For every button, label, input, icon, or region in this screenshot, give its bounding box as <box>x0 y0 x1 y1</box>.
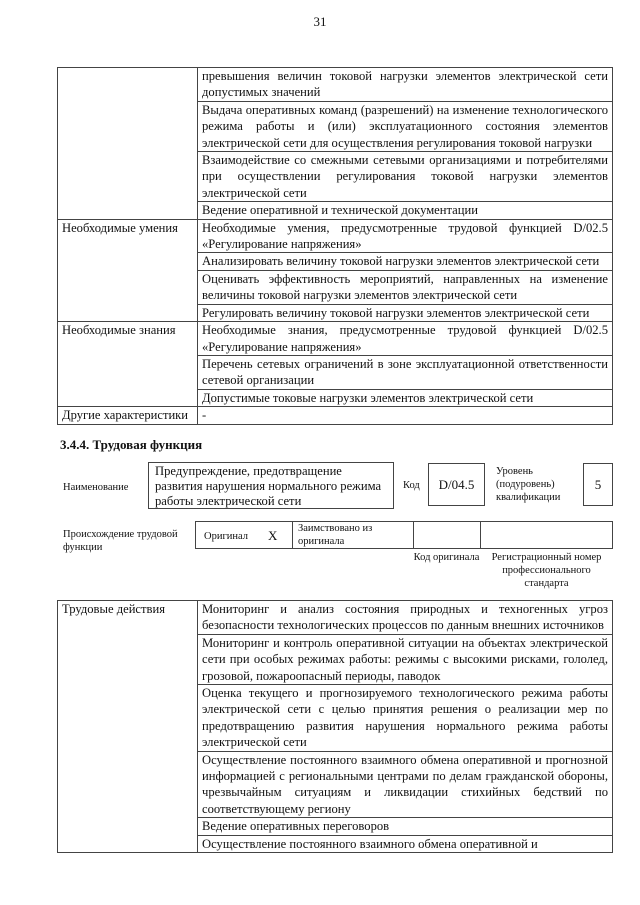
requirements-table <box>57 67 613 425</box>
level-label: Уровень (подуровень) квалификации <box>496 466 561 503</box>
origin-label: Происхождение трудовой функции <box>63 529 178 553</box>
section-heading: 3.4.4. Трудовая функция <box>60 437 203 452</box>
qualification-level: 5 <box>583 463 613 506</box>
function-code: D/04.5 <box>428 463 485 506</box>
row-item: Мониторинг и контроль оперативной ситуации на объектах электрической сети при особых режимах работы: режимы с высокими рисками, гололед, грозовой, пожароопасный периоды, паводок <box>198 634 613 684</box>
row-item: Взаимодействие со смежными сетевыми организациями и потребителями при осуществлении регулирования токовой нагрузки элементов электрической сети <box>198 152 613 202</box>
page-number: 31 <box>313 14 327 29</box>
row-item: Оценка текущего и прогнозируемого технологического режима работы электрической сети с целью принятия решения о реализации мер по предотвращению развития нарушения нормального режима работы электрической сети <box>198 685 613 752</box>
row-label: Трудовые действия <box>58 601 198 853</box>
row-label: Необходимые знания <box>58 322 198 407</box>
original-label: Оригинал <box>204 531 248 542</box>
row-item: Перечень сетевых ограничений в зоне эксплуатационной ответственности сетевой организации <box>198 355 613 389</box>
table-row <box>58 322 613 356</box>
table-row <box>58 407 613 424</box>
function-name: Предупреждение, предотвращение развития нарушения нормального режима работы электрической сети <box>148 462 394 509</box>
name-label: Наименование <box>63 482 129 493</box>
table-row <box>58 219 613 253</box>
reg-number-caption: Регистрационный номер профессионального стандарта <box>491 552 602 589</box>
row-label <box>58 68 198 220</box>
borrowed-label: Заимствовано из оригинала <box>298 523 373 547</box>
row-item: Осуществление постоянного взаимного обмена оперативной и <box>198 835 613 852</box>
row-item: Выдача оперативных команд (разрешений) на изменение технологического режима работы и (или) эксплуатационного состояния элементов электрической сети для осуществления регулирования токовой нагрузки <box>198 101 613 151</box>
row-item: Ведение оперативных переговоров <box>198 818 613 835</box>
origin-box <box>195 521 613 549</box>
table-row <box>58 601 613 635</box>
row-item: Анализировать величину токовой нагрузки элементов электрической сети <box>198 253 613 270</box>
table-row <box>58 68 613 102</box>
row-item: Мониторинг и анализ состояния природных и техногенных угроз безопасности технологических процессов по данным внешних источников <box>198 601 613 635</box>
row-item: Регулировать величину токовой нагрузки элементов электрической сети <box>198 304 613 321</box>
labor-actions-table <box>57 600 613 853</box>
row-item: Осуществление постоянного взаимного обмена оперативной и прогнозной информацией с региональными центрами по делам гражданской обороны, чрезвычайным ситуациям и ликвидации стихийных бедствий по соответствующему региону <box>198 751 613 818</box>
original-code-caption: Код оригинала <box>413 552 480 563</box>
row-label: Необходимые умения <box>58 219 198 321</box>
row-item: Оценивать эффективность мероприятий, направленных на изменение величины токовой нагрузки элементов электрической сети <box>198 270 613 304</box>
row-item: Необходимые знания, предусмотренные трудовой функцией D/02.5 «Регулирование напряжения» <box>198 322 613 356</box>
row-label: Другие характеристики <box>58 407 198 424</box>
row-item: Ведение оперативной и технической документации <box>198 202 613 219</box>
row-item: - <box>198 407 613 424</box>
row-item: Необходимые умения, предусмотренные трудовой функцией D/02.5 «Регулирование напряжения» <box>198 219 613 253</box>
original-mark: X <box>268 528 278 543</box>
row-item: превышения величин токовой нагрузки элементов электрической сети допустимых значений <box>198 68 613 102</box>
code-label: Код <box>403 480 420 491</box>
row-item: Допустимые токовые нагрузки элементов электрической сети <box>198 389 613 406</box>
